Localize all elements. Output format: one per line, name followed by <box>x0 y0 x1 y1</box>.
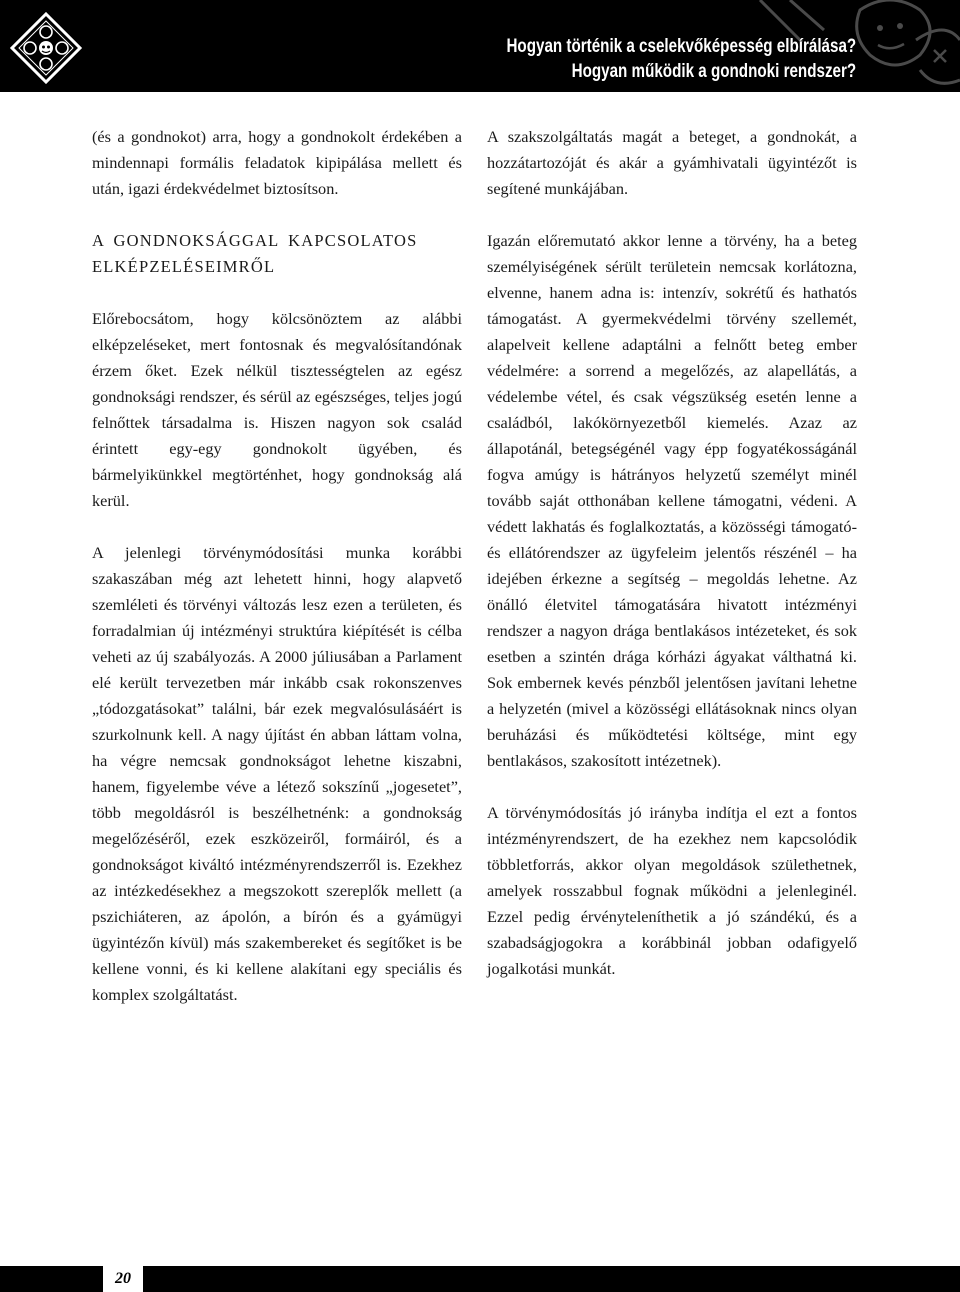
left-paragraph-2: A jelenlegi törvénymódosítási munka korábbi szakaszában még azt lehetett hinni, hogy alapvető szemléleti és törvényi változás lesz ezen a területen, és forradalmian új intézményi struktúra kiépítését is célba veheti az új szabályozás. A 2000 júliusában a Parlament elé került tervezetben már inkább csak rokonszenves „tódozgatásokat” találni, bár ezek megvalósulásáért is szurkolnunk kell. A nagy újítást én abban láttam volna, ha végre nemcsak gondnokságot lehetne kiszabni, hanem, figyelembe véve a létező sokszínű „jogesetet”, több megoldásról is beszélhetnénk: a gondnokság megelőzéséről, ezek eszközeiről, formáiról, és a gondnokságot kiváltó intézményrendszerről is. Ezekhez az intézkedésekhez a megszokott szereplők mellett (a pszichiáteren, az ápolón, a bírón és a gyámügyi ügyintézőn kívül) más szakembereket és segítőket is be kellene vonni, és ki kellene alakítani egy speciális és komplex szolgáltatást. <box>92 543 462 1004</box>
left-intro-paragraph: (és a gondnokot) arra, hogy a gondnokolt érdekében a mindennapi formális feladatok kipipálása mellett és után, igazi érdekvédelmet biztosítson. <box>92 127 462 198</box>
section-heading <box>92 228 462 280</box>
header-title-line1: Hogyan történik a cselekvőképesség elbírálása? <box>506 36 856 57</box>
left-column <box>92 124 462 1008</box>
section-heading-line2: ELKÉPZELÉSEIMRŐL <box>92 257 276 276</box>
right-paragraph-1: Igazán előremutató akkor lenne a törvény, ha a beteg személyiségének sérült területein nemcsak korlátozna, elvenne, hanem adna is: intenzív, sokrétű és hathatós támogatást. A gyermekvédelmi törvény szellemét, alapelveit kellene adaptálni a felnőtt beteg ember védelmére: a sorrend a megelőzés, az alapellátás, a védelembe vétel, és csak végszükség esetén lenne a családból, lakókörnyezetből kiemelés. Azaz az állapotánál, betegségénél vagy épp fogyatékosságánál fogva amúgy is hátrányos helyzetű személyt minél tovább saját otthonában kellene támogatni, védeni. A védett lakhatás és foglalkoztatás, a közösségi támogató- és ellátórendszer az ügyfeleim jelentős részénél – ha idejében érkezne a segítség – megoldás lehetne. Az önálló életvitel támogatására hivatott intézményi rendszer a nagyon drága bentlakásos intézeteket, és sok esetben a szintén drága kórházi ágyakat válthatná ki. Sok embernek kevés pénzből jelentősen javítani lehetne a helyzetén (mivel a közösségi ellátásoknak nincs olyan beruházási és működtetési költsége, mint egy bentlakásos, szakosított intézetnek). <box>487 231 857 770</box>
footer-bar <box>0 1266 960 1292</box>
header-titles <box>506 34 856 84</box>
section-heading-line1: A GONDNOKSÁGGAL KAPCSOLATOS <box>92 231 418 250</box>
left-paragraph-1: Előrebocsátom, hogy kölcsönöztem az alábbi elképzeléseket, mert fontosnak és megvalósítandónak érzem őket. Ezek nélkül tisztességtelen az egész gondnoksági rendszer, és sérül az egészséges, teljes jogú felnőttek társadalma is. Hiszen nagyon sok család érintett egy-egy gondnokolt ügyében, és bármelyikünkkel megtörténhet, hogy gondnokság alá kerül. <box>92 309 462 510</box>
header-bar <box>0 0 960 92</box>
right-paragraph-2: A törvénymódosítás jó irányba indítja el ezt a fontos intézményrendszert, de ha ezekhez nem kapcsolódik többletforrás, akkor olyan megoldások születhetnek, amelyek rosszabbul fognak működni a jelenleginél. Ezzel pedig érvényteleníthetik a jó szándékú, és a szabadságjogokra a korábbinál jobban odafigyelő jogalkotási munkát. <box>487 803 857 978</box>
diamond-emblem-icon <box>10 12 82 84</box>
page-number: 20 <box>103 1266 143 1292</box>
right-column <box>487 124 857 982</box>
header-title-line2: Hogyan működik a gondnoki rendszer? <box>571 61 856 82</box>
right-intro-paragraph: A szakszolgáltatás magát a beteget, a gondnokát, a hozzátartozóját és akár a gyámhivatali ügyintézőt is segítené munkájában. <box>487 127 857 198</box>
